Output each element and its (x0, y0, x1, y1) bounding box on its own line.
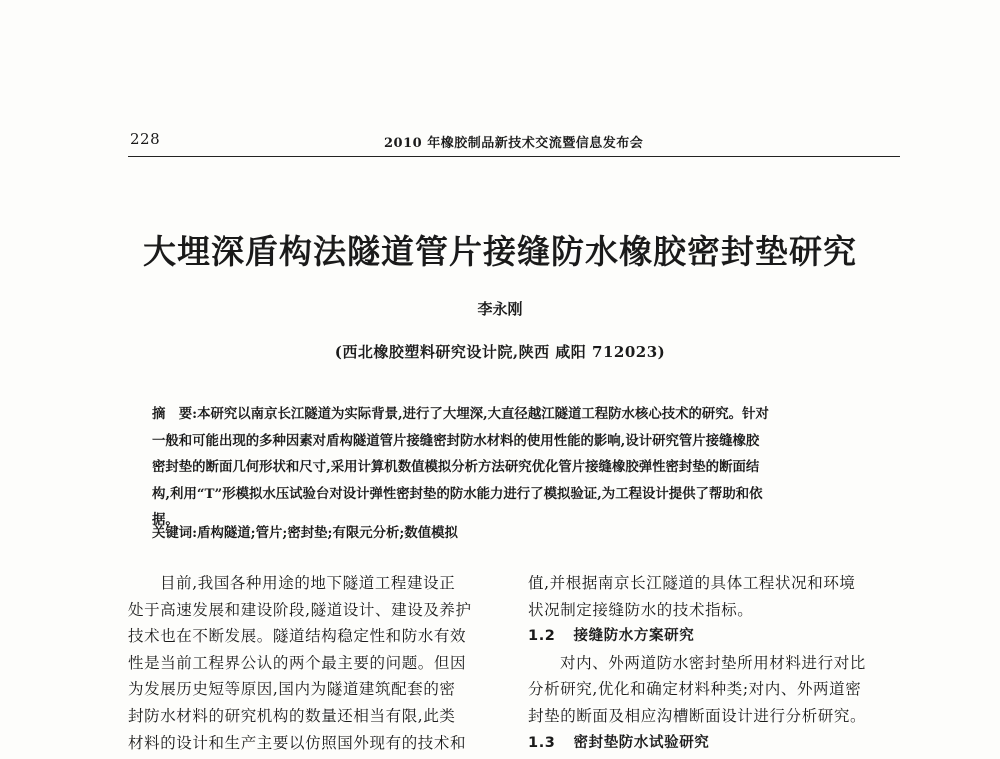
abstract-line: 一般和可能出现的多种因素对盾构隧道管片接缝密封防水材料的使用性能的影响,设计研究管片接缝橡胶 (152, 432, 760, 449)
abstract-text: 本研究以南京长江隧道为实际背景,进行了大埋深,大直径越江隧道工程防水核心技术的研究。针对 (197, 406, 769, 422)
body-column-left (128, 570, 496, 756)
section-heading-1-2 (528, 623, 902, 650)
keywords-label: 关键词: (152, 525, 198, 541)
section-number: 1.3 (528, 734, 556, 751)
body-line: 封垫的断面及相应沟槽断面设计进行分析研究。 (528, 706, 867, 725)
abstract-line: 据。 (152, 512, 179, 529)
keywords (152, 522, 880, 541)
keywords-text: 盾构隧道;管片;密封垫;有限元分析;数值模拟 (197, 525, 458, 541)
section-title: 密封垫防水试验研究 (573, 734, 710, 751)
header-rule (128, 156, 900, 157)
abstract-line (152, 402, 880, 429)
abstract-line: 密封垫的断面几何形状和尺寸,采用计算机数值模拟分析方法研究优化管片接缝橡胶弹性密封垫的断面结 (152, 459, 760, 476)
abstract-line: 构,利用“T”形模拟水压试验台对设计弹性密封垫的防水能力进行了模拟验证,为工程设计提供了帮助和依 (152, 485, 763, 502)
body-line: 目前,我国各种用途的地下隧道工程建设正 (160, 574, 456, 592)
section-heading-1-3 (528, 730, 902, 757)
section-number: 1.2 (528, 628, 556, 645)
running-header (128, 128, 900, 160)
body-line: 值,并根据南京长江隧道的具体工程状况和环境 (528, 574, 856, 592)
author-name: 李永刚 (477, 300, 523, 318)
journal-title: 2010 年橡胶制品新技术交流暨信息发布会 (384, 136, 644, 151)
body-line: 性是当前工程界公认的两个最主要的问题。但因 (128, 653, 467, 672)
section-title: 接缝防水方案研究 (573, 628, 695, 645)
body-line: 为发展历史短等原因,国内为隧道建筑配套的密 (128, 680, 456, 699)
body-line: 封防水材料的研究机构的数量还相当有限,此类 (128, 706, 456, 725)
body-line: 分析研究,优化和确定材料种类;对内、外两道密 (528, 680, 862, 699)
body-line: 对内、外两道防水密封垫所用材料进行对比 (560, 653, 866, 672)
abstract-label: 摘 要: (152, 406, 198, 422)
body-line: 技术也在不断发展。隧道结构稳定性和防水有效 (128, 627, 467, 646)
abstract (152, 402, 880, 535)
page-number: 228 (130, 130, 161, 148)
paper-title: 大埋深盾构法隧道管片接缝防水橡胶密封垫研究 (143, 232, 857, 271)
body-line: 处于高速发展和建设阶段,隧道设计、建设及养护 (128, 600, 472, 619)
body-line: 材料的设计和生产主要以仿照国外现有的技术和 (128, 733, 467, 752)
body-line: 状况制定接缝防水的技术指标。 (528, 600, 754, 619)
body-column-right (528, 570, 902, 756)
author-affiliation: (西北橡胶塑料研究设计院,陕西 咸阳 712023) (334, 343, 666, 361)
